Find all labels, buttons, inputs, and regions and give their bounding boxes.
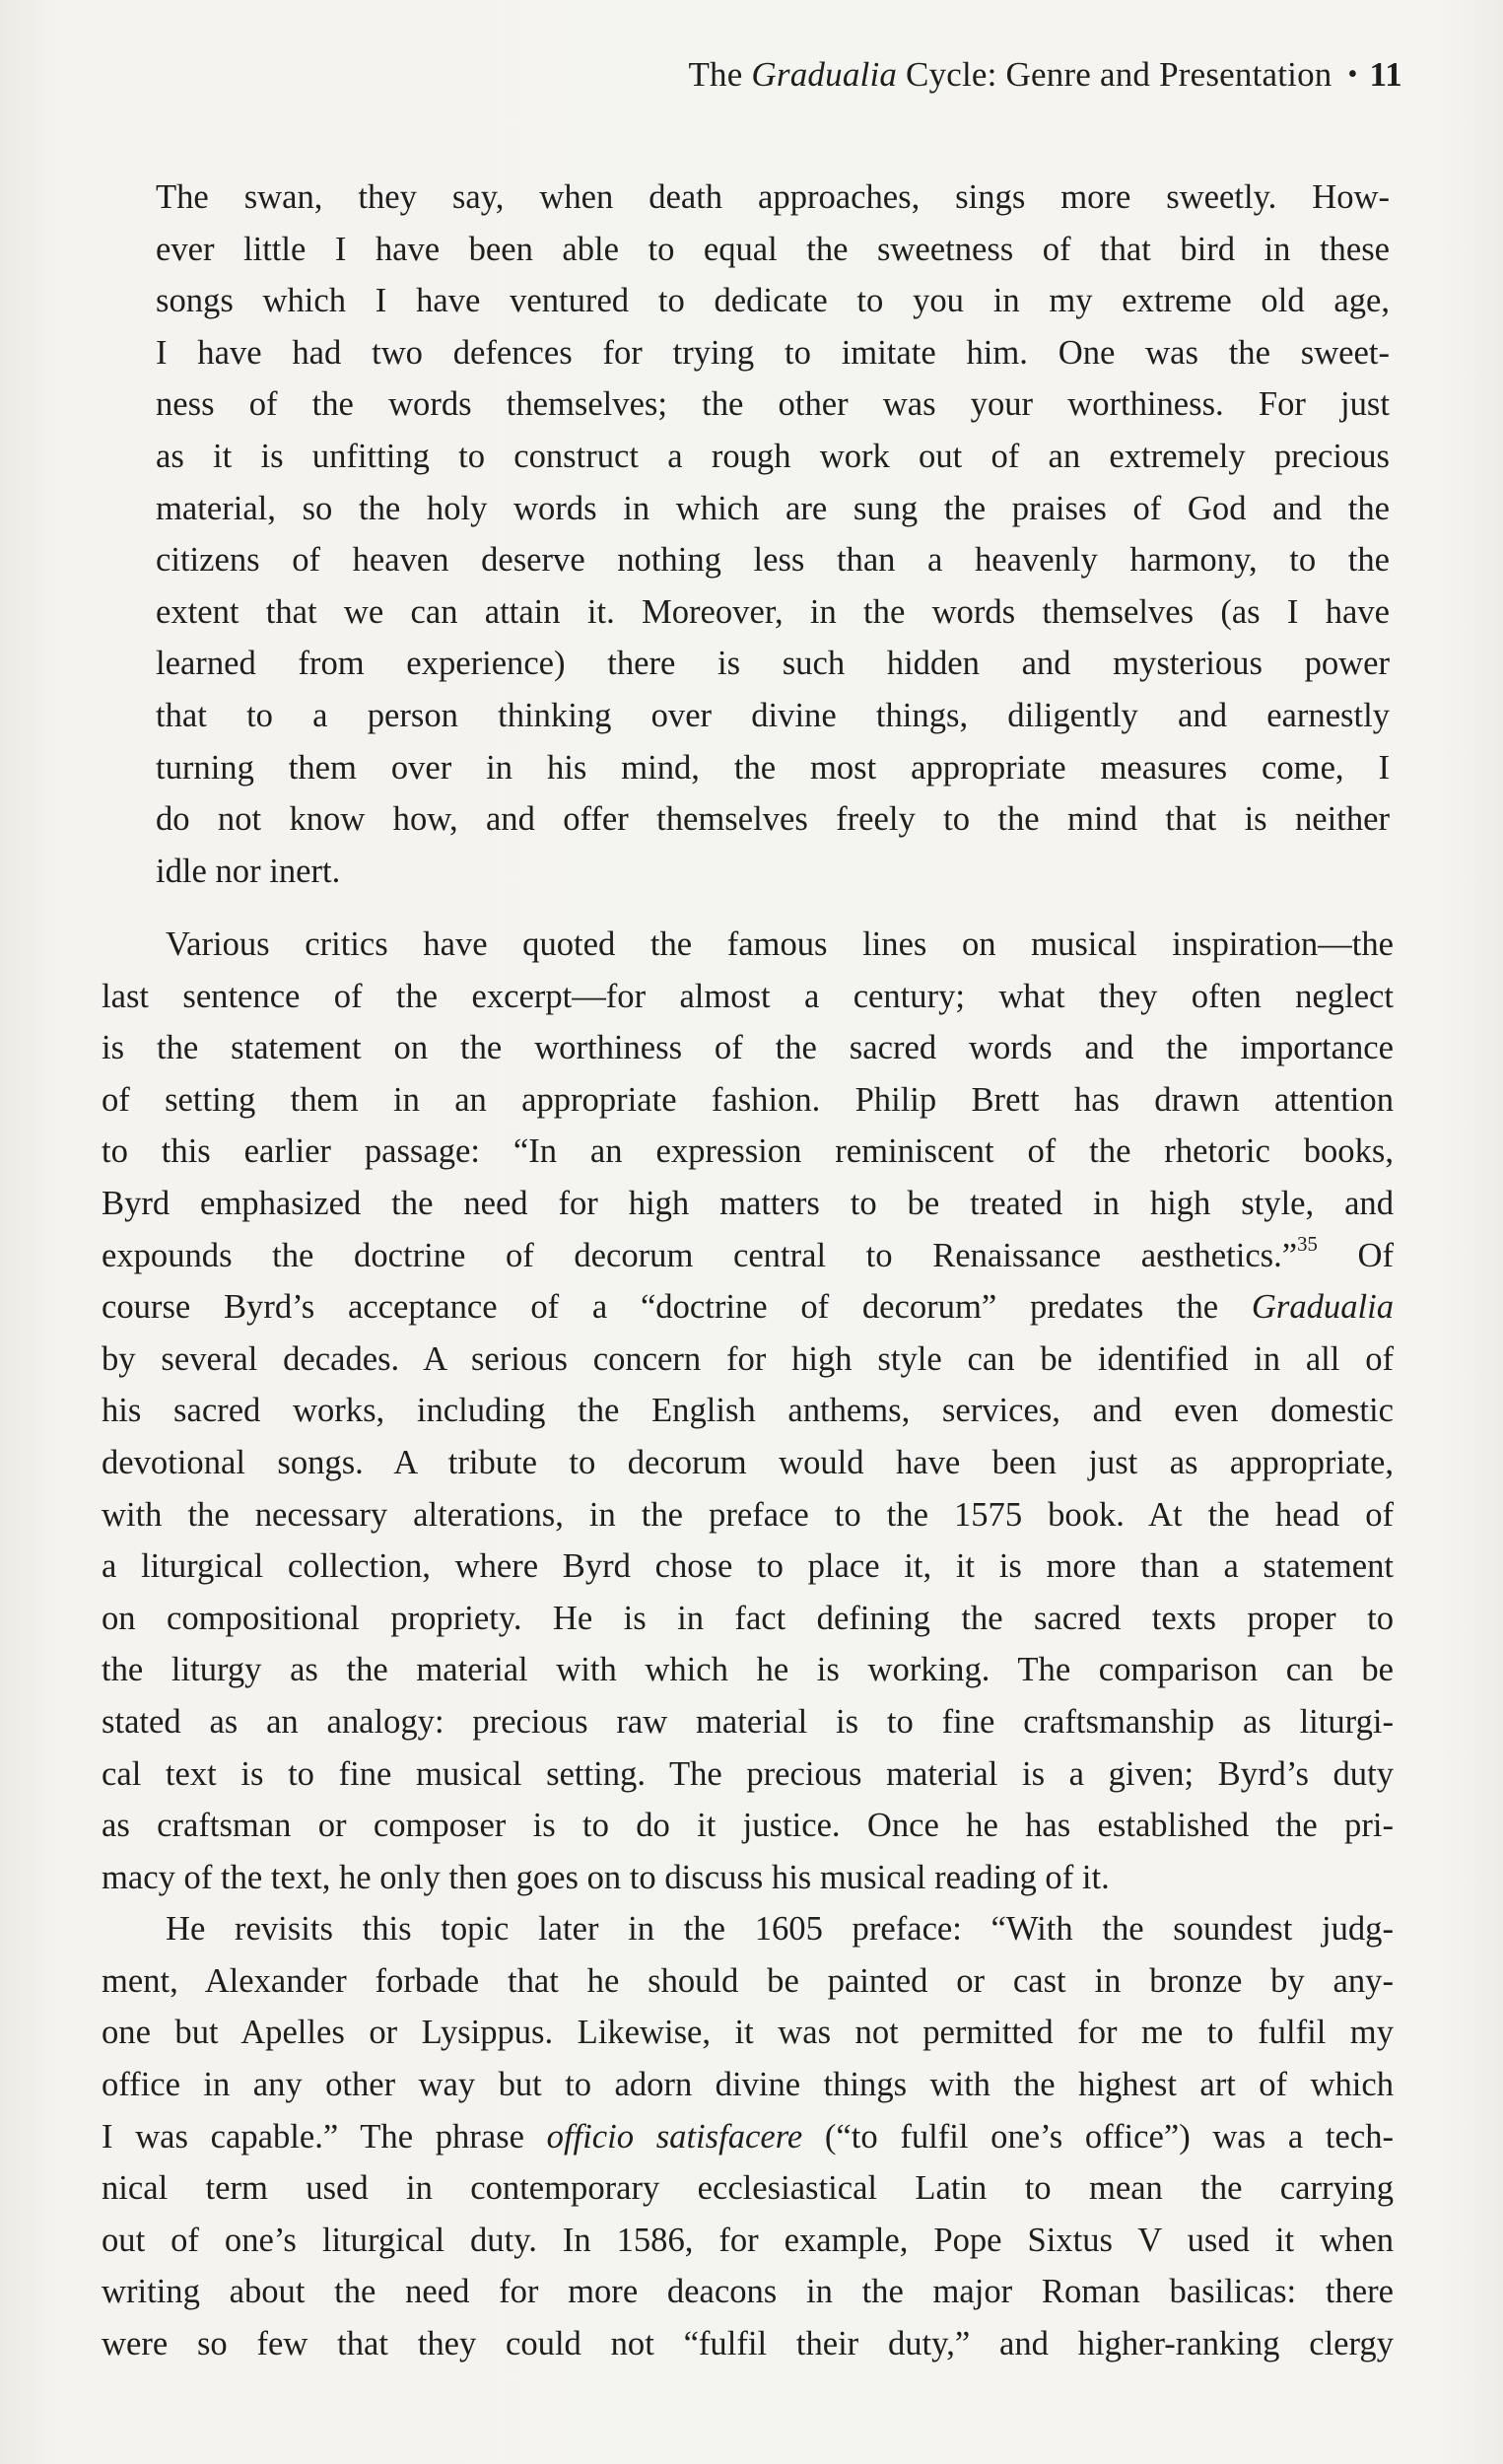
block-quote-line: that to a person thinking over divine things, diligently and earnestly bbox=[156, 696, 1390, 734]
body-text-span: Of bbox=[1317, 1236, 1394, 1274]
body-line: nical term used in contemporary ecclesiastical Latin to mean the carrying bbox=[102, 2169, 1394, 2208]
body-line: one but Apelles or Lysippus. Likewise, it was not permitted for me to fulfil my bbox=[102, 2014, 1394, 2052]
block-quote-line: I have had two defences for trying to imitate him. One was the sweet- bbox=[156, 333, 1390, 372]
body-line: writing about the need for more deacons in the major Roman basilicas: there bbox=[102, 2273, 1394, 2311]
block-quote-line: ever little I have been able to equal the sweetness of that bird in these bbox=[156, 230, 1390, 268]
body-text-span: (“to fulfil one’s office”) was a tech- bbox=[802, 2117, 1394, 2156]
body-line: his sacred works, including the English anthems, services, and even domestic bbox=[102, 1392, 1394, 1430]
block-quote-line: ness of the words themselves; the other was your worthiness. For just bbox=[156, 385, 1390, 424]
footnote-ref: 35 bbox=[1297, 1233, 1318, 1256]
block-quote-line: do not know how, and offer themselves freely to the mind that is neither bbox=[156, 800, 1390, 839]
body-text-span: I was capable.” The phrase bbox=[102, 2117, 547, 2156]
block-quote-line: material, so the holy words in which are sung the praises of God and the bbox=[156, 489, 1390, 527]
body-line bbox=[102, 1230, 1394, 1282]
body-line: He revisits this topic later in the 1605 preface: “With the soundest judg- bbox=[166, 1910, 1394, 1949]
block-quote-line: The swan, they say, when death approaches, sings more sweetly. How- bbox=[156, 178, 1390, 216]
body-line: to this earlier passage: “In an expression reminiscent of the rhetoric books, bbox=[102, 1132, 1394, 1171]
body-text-span: expounds the doctrine of decorum central to Renaissance aesthetics.” bbox=[102, 1236, 1298, 1274]
block-quote-line: songs which I have ventured to dedicate to you in my extreme old age, bbox=[156, 282, 1390, 320]
body-text bbox=[102, 919, 1394, 2370]
block-quote-line: learned from experience) there is such hidden and mysterious power bbox=[156, 645, 1390, 683]
body-line: last sentence of the excerpt—for almost a century; what they often neglect bbox=[102, 977, 1394, 1015]
body-line: stated as an analogy: precious raw material is to fine craftsmanship as liturgi- bbox=[102, 1702, 1394, 1741]
block-quote-line: citizens of heaven deserve nothing less than a heavenly harmony, to the bbox=[156, 541, 1390, 580]
body-line: with the necessary alterations, in the preface to the 1575 book. At the head of bbox=[102, 1495, 1394, 1534]
running-head-title-post: Cycle: Genre and Presentation bbox=[897, 55, 1332, 94]
body-line: ment, Alexander forbade that he should be painted or cast in bronze by any- bbox=[102, 1961, 1394, 2000]
body-line: macy of the text, he only then goes on to discuss his musical reading of it. bbox=[102, 1858, 1110, 1896]
running-head-bullet: • bbox=[1347, 59, 1358, 90]
page-number: 11 bbox=[1369, 55, 1402, 94]
body-line bbox=[102, 2111, 1394, 2163]
body-line: out of one’s liturgical duty. In 1586, for example, Pope Sixtus V used it when bbox=[102, 2221, 1394, 2259]
running-head bbox=[688, 55, 1402, 95]
body-line: cal text is to fine musical setting. The precious material is a given; Byrd’s duty bbox=[102, 1754, 1394, 1793]
body-line: on compositional propriety. He is in fact defining the sacred texts proper to bbox=[102, 1599, 1394, 1637]
block-quote-line: as it is unfitting to construct a rough work out of an extremely precious bbox=[156, 437, 1390, 475]
running-head-title-italic: Gradualia bbox=[751, 55, 898, 94]
body-line: devotional songs. A tribute to decorum would have been just as appropriate, bbox=[102, 1443, 1394, 1481]
body-line: of setting them in an appropriate fashion. Philip Brett has drawn attention bbox=[102, 1080, 1394, 1119]
paragraph bbox=[102, 1903, 1394, 2369]
body-line: office in any other way but to adorn divine things with the highest art of which bbox=[102, 2066, 1394, 2104]
body-line: the liturgy as the material with which he is working. The comparison can be bbox=[102, 1651, 1394, 1689]
body-line: a liturgical collection, where Byrd chose to place it, it is more than a statement bbox=[102, 1547, 1394, 1586]
block-quote-line: extent that we can attain it. Moreover, in the words themselves (as I have bbox=[156, 592, 1390, 631]
body-line: is the statement on the worthiness of the sacred words and the importance bbox=[102, 1029, 1394, 1067]
body-line: Various critics have quoted the famous lines on musical inspiration—the bbox=[166, 925, 1394, 963]
body-line: Byrd emphasized the need for high matters to be treated in high style, and bbox=[102, 1184, 1394, 1222]
italic-phrase: officio satisfacere bbox=[546, 2117, 803, 2156]
block-quote-line: turning them over in his mind, the most appropriate measures come, I bbox=[156, 748, 1390, 787]
body-line: were so few that they could not “fulfil their duty,” and higher-ranking clergy bbox=[102, 2325, 1394, 2363]
body-line bbox=[102, 1281, 1394, 1334]
body-line: as craftsman or composer is to do it justice. Once he has established the pri- bbox=[102, 1807, 1394, 1845]
paragraph bbox=[102, 919, 1394, 1903]
running-head-title-pre: The bbox=[688, 55, 752, 94]
block-quote-line: idle nor inert. bbox=[156, 852, 341, 890]
body-text-span: course Byrd’s acceptance of a “doctrine of decorum” predates the bbox=[102, 1288, 1252, 1327]
block-quote bbox=[156, 171, 1390, 897]
body-line: by several decades. A serious concern for high style can be identified in all of bbox=[102, 1339, 1394, 1378]
italic-title: Gradualia bbox=[1251, 1288, 1394, 1327]
